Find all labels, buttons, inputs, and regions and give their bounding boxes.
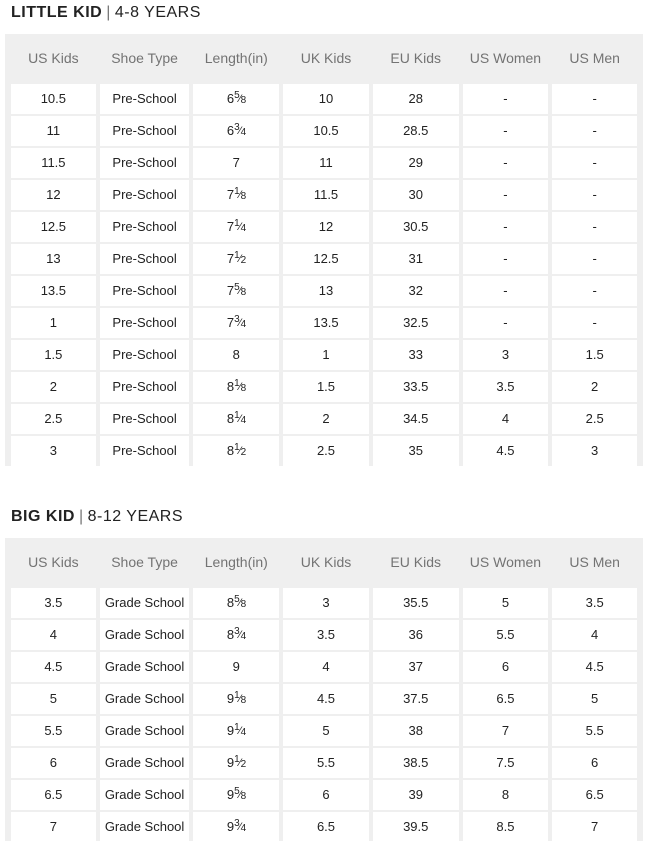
eu-kids-cell: 30 xyxy=(373,180,459,210)
length-numerator: 1 xyxy=(234,410,240,421)
column-header: US Women xyxy=(463,538,549,586)
length-cell xyxy=(193,180,279,210)
us-kids-cell: 2.5 xyxy=(11,404,96,434)
length-whole: 6 xyxy=(226,123,235,138)
uk-kids-cell: 3 xyxy=(283,588,369,618)
length-fraction xyxy=(234,218,246,234)
eu-kids-cell: 36 xyxy=(373,620,459,650)
us-men-cell: 6 xyxy=(552,748,637,778)
length-whole: 8 xyxy=(226,443,235,458)
column-header: US Kids xyxy=(11,538,96,586)
us-men-cell: 3.5 xyxy=(552,588,637,618)
us-kids-cell: 2 xyxy=(11,372,96,402)
fraction-slash: ⁄ xyxy=(239,125,241,137)
length-whole: 8 xyxy=(232,347,240,362)
length-numerator: 1 xyxy=(234,690,240,701)
table-row xyxy=(11,652,637,682)
us-women-cell: 6 xyxy=(463,652,549,682)
shoe-type-cell: Pre-School xyxy=(100,212,190,242)
length-cell xyxy=(193,404,279,434)
eu-kids-cell: 39 xyxy=(373,780,459,810)
us-kids-cell: 7 xyxy=(11,812,96,842)
us-women-cell: - xyxy=(463,212,549,242)
length-cell xyxy=(193,276,279,306)
length-numerator: 1 xyxy=(234,186,240,197)
table-row xyxy=(11,684,637,714)
table-row xyxy=(11,340,637,370)
uk-kids-cell: 1.5 xyxy=(283,372,369,402)
fraction-slash: ⁄ xyxy=(239,381,241,393)
eu-kids-cell: 37 xyxy=(373,652,459,682)
eu-kids-cell: 37.5 xyxy=(373,684,459,714)
us-women-cell: - xyxy=(463,116,549,146)
us-kids-cell: 6.5 xyxy=(11,780,96,810)
us-men-cell: 2 xyxy=(552,372,637,402)
length-numerator: 5 xyxy=(234,90,240,101)
us-kids-cell: 3 xyxy=(11,436,96,466)
length-numerator: 1 xyxy=(234,250,240,261)
length-denominator: 4 xyxy=(240,415,246,426)
us-women-cell: 5.5 xyxy=(463,620,549,650)
length-numerator: 3 xyxy=(234,314,240,325)
us-kids-cell: 1.5 xyxy=(11,340,96,370)
length-cell xyxy=(193,148,279,178)
uk-kids-cell: 1 xyxy=(283,340,369,370)
length-cell xyxy=(193,244,279,274)
column-header: US Kids xyxy=(11,34,96,82)
length-fraction xyxy=(234,722,246,738)
table-header-row xyxy=(11,538,637,586)
us-men-cell: 7 xyxy=(552,812,637,842)
shoe-type-cell: Pre-School xyxy=(100,180,190,210)
us-men-cell: 2.5 xyxy=(552,404,637,434)
length-numerator: 1 xyxy=(234,442,240,453)
table-header-row xyxy=(11,34,637,82)
fraction-slash: ⁄ xyxy=(239,93,241,105)
eu-kids-cell: 33 xyxy=(373,340,459,370)
length-denominator: 2 xyxy=(240,255,246,266)
little-kid-size-table xyxy=(5,34,643,466)
fraction-slash: ⁄ xyxy=(239,285,241,297)
length-cell xyxy=(193,748,279,778)
uk-kids-cell: 5 xyxy=(283,716,369,746)
length-fraction xyxy=(234,818,246,834)
us-men-cell: - xyxy=(552,148,637,178)
length-fraction xyxy=(234,282,246,298)
us-men-cell: 5 xyxy=(552,684,637,714)
uk-kids-cell: 4.5 xyxy=(283,684,369,714)
length-fraction xyxy=(234,626,246,642)
section-title-main: BIG KID xyxy=(11,508,75,525)
us-kids-cell: 11 xyxy=(11,116,96,146)
us-men-cell: - xyxy=(552,308,637,338)
us-men-cell: 3 xyxy=(552,436,637,466)
eu-kids-cell: 35 xyxy=(373,436,459,466)
fraction-slash: ⁄ xyxy=(239,253,241,265)
length-whole: 8 xyxy=(226,595,235,610)
eu-kids-cell: 30.5 xyxy=(373,212,459,242)
eu-kids-cell: 38.5 xyxy=(373,748,459,778)
us-kids-cell: 12.5 xyxy=(11,212,96,242)
uk-kids-cell: 10 xyxy=(283,84,369,114)
length-fraction xyxy=(234,186,246,202)
uk-kids-cell: 6 xyxy=(283,780,369,810)
length-fraction xyxy=(234,410,246,426)
length-whole: 6 xyxy=(226,91,235,106)
shoe-type-cell: Grade School xyxy=(100,620,190,650)
column-header: EU Kids xyxy=(373,34,459,82)
length-numerator: 5 xyxy=(234,786,240,797)
us-women-cell: - xyxy=(463,276,549,306)
us-men-cell: - xyxy=(552,180,637,210)
length-fraction xyxy=(234,786,246,802)
length-cell xyxy=(193,436,279,466)
section-title-age: 8-12 YEARS xyxy=(87,508,184,525)
uk-kids-cell: 12.5 xyxy=(283,244,369,274)
us-men-cell: - xyxy=(552,212,637,242)
length-whole: 7 xyxy=(226,283,235,298)
us-men-cell: - xyxy=(552,116,637,146)
column-header: EU Kids xyxy=(373,538,459,586)
length-numerator: 1 xyxy=(234,218,240,229)
length-whole: 9 xyxy=(232,659,240,674)
length-whole: 9 xyxy=(226,691,235,706)
length-fraction xyxy=(234,122,246,138)
column-header: Length(in) xyxy=(193,538,279,586)
length-denominator: 4 xyxy=(240,823,246,834)
us-men-cell: 4.5 xyxy=(552,652,637,682)
little-kid-title xyxy=(11,1,201,25)
table-row xyxy=(11,276,637,306)
table-row xyxy=(11,748,637,778)
shoe-type-cell: Grade School xyxy=(100,588,190,618)
length-denominator: 8 xyxy=(240,383,246,394)
shoe-type-cell: Pre-School xyxy=(100,116,190,146)
length-cell xyxy=(193,372,279,402)
length-denominator: 8 xyxy=(240,95,246,106)
length-numerator: 1 xyxy=(234,754,240,765)
length-numerator: 5 xyxy=(234,594,240,605)
uk-kids-cell: 4 xyxy=(283,652,369,682)
length-cell xyxy=(193,780,279,810)
length-whole: 8 xyxy=(226,411,235,426)
table-row xyxy=(11,180,637,210)
length-cell xyxy=(193,652,279,682)
length-denominator: 4 xyxy=(240,319,246,330)
table-row xyxy=(11,436,637,466)
column-header: Shoe Type xyxy=(100,538,190,586)
length-denominator: 8 xyxy=(240,287,246,298)
us-men-cell: - xyxy=(552,84,637,114)
uk-kids-cell: 12 xyxy=(283,212,369,242)
us-men-cell: 6.5 xyxy=(552,780,637,810)
fraction-slash: ⁄ xyxy=(239,693,241,705)
us-women-cell: 3.5 xyxy=(463,372,549,402)
fraction-slash: ⁄ xyxy=(239,629,241,641)
us-women-cell: - xyxy=(463,84,549,114)
table-row xyxy=(11,84,637,114)
fraction-slash: ⁄ xyxy=(239,189,241,201)
table-row xyxy=(11,116,637,146)
uk-kids-cell: 2 xyxy=(283,404,369,434)
shoe-type-cell: Pre-School xyxy=(100,340,190,370)
table-row xyxy=(11,780,637,810)
fraction-slash: ⁄ xyxy=(239,725,241,737)
length-fraction xyxy=(234,594,246,610)
eu-kids-cell: 31 xyxy=(373,244,459,274)
us-men-cell: 4 xyxy=(552,620,637,650)
us-kids-cell: 10.5 xyxy=(11,84,96,114)
us-women-cell: 4 xyxy=(463,404,549,434)
us-men-cell: - xyxy=(552,276,637,306)
uk-kids-cell: 2.5 xyxy=(283,436,369,466)
length-whole: 7 xyxy=(226,251,235,266)
length-cell xyxy=(193,812,279,842)
eu-kids-cell: 29 xyxy=(373,148,459,178)
us-women-cell: 8 xyxy=(463,780,549,810)
table-row xyxy=(11,212,637,242)
length-cell xyxy=(193,84,279,114)
uk-kids-cell: 6.5 xyxy=(283,812,369,842)
fraction-slash: ⁄ xyxy=(239,317,241,329)
length-cell xyxy=(193,340,279,370)
us-men-cell: 5.5 xyxy=(552,716,637,746)
length-cell xyxy=(193,116,279,146)
length-fraction xyxy=(234,378,246,394)
table-row xyxy=(11,372,637,402)
shoe-type-cell: Pre-School xyxy=(100,148,190,178)
eu-kids-cell: 35.5 xyxy=(373,588,459,618)
uk-kids-cell: 5.5 xyxy=(283,748,369,778)
column-header: UK Kids xyxy=(283,34,369,82)
section-title-age: 4-8 YEARS xyxy=(114,4,201,21)
table-row xyxy=(11,308,637,338)
eu-kids-cell: 32 xyxy=(373,276,459,306)
length-cell xyxy=(193,716,279,746)
section-title-main: LITTLE KID xyxy=(11,4,103,21)
length-numerator: 5 xyxy=(234,282,240,293)
length-whole: 7 xyxy=(226,219,235,234)
shoe-type-cell: Pre-School xyxy=(100,436,190,466)
us-kids-cell: 6 xyxy=(11,748,96,778)
length-fraction xyxy=(234,690,246,706)
us-women-cell: 6.5 xyxy=(463,684,549,714)
length-fraction xyxy=(234,90,246,106)
us-kids-cell: 3.5 xyxy=(11,588,96,618)
fraction-slash: ⁄ xyxy=(239,221,241,233)
length-denominator: 2 xyxy=(240,447,246,458)
us-kids-cell: 11.5 xyxy=(11,148,96,178)
length-denominator: 8 xyxy=(240,791,246,802)
us-kids-cell: 1 xyxy=(11,308,96,338)
us-kids-cell: 4.5 xyxy=(11,652,96,682)
us-kids-cell: 12 xyxy=(11,180,96,210)
us-women-cell: - xyxy=(463,180,549,210)
length-numerator: 3 xyxy=(234,626,240,637)
length-whole: 9 xyxy=(226,787,235,802)
shoe-type-cell: Pre-School xyxy=(100,244,190,274)
column-header: US Men xyxy=(552,538,637,586)
length-denominator: 4 xyxy=(240,727,246,738)
length-numerator: 1 xyxy=(234,378,240,389)
us-kids-cell: 13 xyxy=(11,244,96,274)
shoe-type-cell: Pre-School xyxy=(100,308,190,338)
fraction-slash: ⁄ xyxy=(239,789,241,801)
table-row xyxy=(11,404,637,434)
fraction-slash: ⁄ xyxy=(239,445,241,457)
uk-kids-cell: 3.5 xyxy=(283,620,369,650)
length-fraction xyxy=(234,250,246,266)
eu-kids-cell: 28.5 xyxy=(373,116,459,146)
length-whole: 9 xyxy=(226,819,235,834)
column-header: US Women xyxy=(463,34,549,82)
length-numerator: 1 xyxy=(234,722,240,733)
fraction-slash: ⁄ xyxy=(239,757,241,769)
length-whole: 8 xyxy=(226,627,235,642)
uk-kids-cell: 11.5 xyxy=(283,180,369,210)
us-women-cell: 7.5 xyxy=(463,748,549,778)
shoe-type-cell: Grade School xyxy=(100,780,190,810)
length-whole: 7 xyxy=(226,315,235,330)
length-denominator: 8 xyxy=(240,695,246,706)
us-women-cell: 8.5 xyxy=(463,812,549,842)
us-women-cell: 3 xyxy=(463,340,549,370)
us-women-cell: 5 xyxy=(463,588,549,618)
column-header: Length(in) xyxy=(193,34,279,82)
eu-kids-cell: 33.5 xyxy=(373,372,459,402)
length-numerator: 3 xyxy=(234,122,240,133)
length-whole: 9 xyxy=(226,723,235,738)
length-fraction xyxy=(234,754,246,770)
fraction-slash: ⁄ xyxy=(239,413,241,425)
us-kids-cell: 5 xyxy=(11,684,96,714)
table-row xyxy=(11,148,637,178)
table-row xyxy=(11,244,637,274)
us-men-cell: 1.5 xyxy=(552,340,637,370)
length-whole: 7 xyxy=(232,155,240,170)
shoe-type-cell: Pre-School xyxy=(100,372,190,402)
uk-kids-cell: 13.5 xyxy=(283,308,369,338)
eu-kids-cell: 34.5 xyxy=(373,404,459,434)
length-cell xyxy=(193,684,279,714)
length-denominator: 4 xyxy=(240,631,246,642)
us-kids-cell: 13.5 xyxy=(11,276,96,306)
eu-kids-cell: 32.5 xyxy=(373,308,459,338)
uk-kids-cell: 13 xyxy=(283,276,369,306)
us-men-cell: - xyxy=(552,244,637,274)
us-kids-cell: 4 xyxy=(11,620,96,650)
shoe-type-cell: Grade School xyxy=(100,684,190,714)
eu-kids-cell: 39.5 xyxy=(373,812,459,842)
eu-kids-cell: 38 xyxy=(373,716,459,746)
fraction-slash: ⁄ xyxy=(239,821,241,833)
big-kid-size-table xyxy=(5,538,643,841)
title-separator: | xyxy=(106,4,111,21)
eu-kids-cell: 28 xyxy=(373,84,459,114)
shoe-type-cell: Pre-School xyxy=(100,404,190,434)
table-row xyxy=(11,716,637,746)
shoe-type-cell: Grade School xyxy=(100,716,190,746)
us-women-cell: - xyxy=(463,148,549,178)
length-cell xyxy=(193,308,279,338)
length-denominator: 4 xyxy=(240,127,246,138)
shoe-type-cell: Pre-School xyxy=(100,84,190,114)
length-fraction xyxy=(234,314,246,330)
table-row xyxy=(11,812,637,842)
us-women-cell: - xyxy=(463,244,549,274)
length-denominator: 8 xyxy=(240,599,246,610)
table-row xyxy=(11,588,637,618)
length-cell xyxy=(193,212,279,242)
us-kids-cell: 5.5 xyxy=(11,716,96,746)
us-women-cell: - xyxy=(463,308,549,338)
big-kid-title xyxy=(11,505,183,529)
length-whole: 7 xyxy=(226,187,235,202)
uk-kids-cell: 11 xyxy=(283,148,369,178)
length-cell xyxy=(193,588,279,618)
fraction-slash: ⁄ xyxy=(239,597,241,609)
shoe-type-cell: Pre-School xyxy=(100,276,190,306)
length-fraction xyxy=(234,442,246,458)
table-row xyxy=(11,620,637,650)
us-women-cell: 4.5 xyxy=(463,436,549,466)
length-denominator: 8 xyxy=(240,191,246,202)
length-denominator: 2 xyxy=(240,759,246,770)
column-header: Shoe Type xyxy=(100,34,190,82)
shoe-type-cell: Grade School xyxy=(100,812,190,842)
length-cell xyxy=(193,620,279,650)
length-numerator: 3 xyxy=(234,818,240,829)
us-women-cell: 7 xyxy=(463,716,549,746)
column-header: US Men xyxy=(552,34,637,82)
title-separator: | xyxy=(78,508,84,525)
shoe-type-cell: Grade School xyxy=(100,748,190,778)
length-whole: 9 xyxy=(226,755,235,770)
column-header: UK Kids xyxy=(283,538,369,586)
length-whole: 8 xyxy=(226,379,235,394)
length-denominator: 4 xyxy=(240,223,246,234)
uk-kids-cell: 10.5 xyxy=(283,116,369,146)
shoe-type-cell: Grade School xyxy=(100,652,190,682)
